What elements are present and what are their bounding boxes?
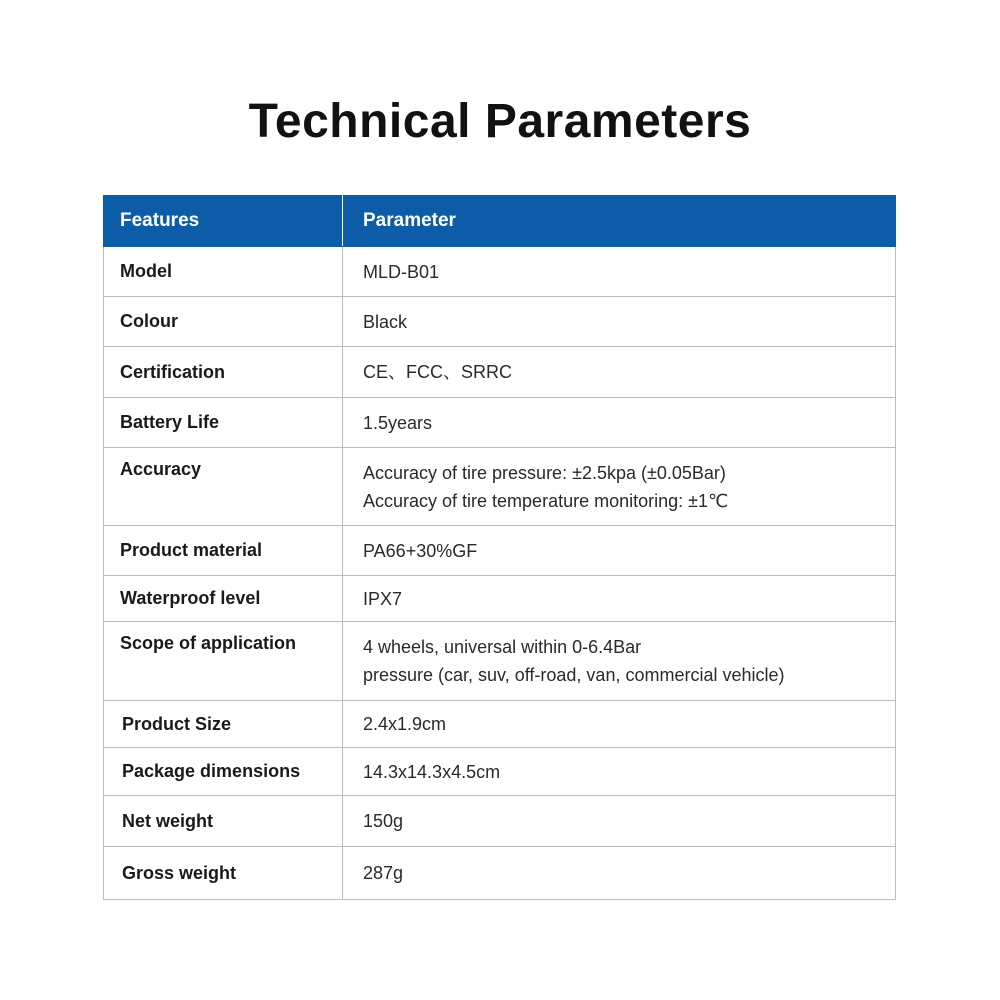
table-row	[104, 622, 896, 701]
feature-label: Colour	[120, 311, 178, 331]
header-parameter-label: Parameter	[363, 210, 456, 231]
parameter-value: IPX7	[363, 588, 403, 609]
table-row	[104, 847, 896, 900]
parameters-table	[103, 195, 896, 900]
table-row	[104, 796, 896, 847]
parameter-value: Black	[363, 311, 408, 332]
parameter-value: 150g	[363, 811, 404, 831]
table-row	[104, 247, 896, 297]
table-row	[104, 701, 896, 748]
parameter-value: 14.3x14.3x4.5cm	[363, 761, 501, 782]
feature-label: Product Size	[122, 713, 232, 734]
parameter-value: MLD-B01	[363, 261, 440, 282]
parameter-value-line: pressure (car, suv, off-road, van, commercial vehicle)	[363, 665, 785, 685]
parameter-value	[343, 459, 895, 515]
page-title: Technical Parameters	[248, 95, 752, 148]
table-row	[104, 526, 896, 576]
feature-label: Package dimensions	[122, 761, 301, 781]
feature-label: Battery Life	[120, 412, 220, 432]
parameter-value: CE、FCC、SRRC	[363, 362, 513, 382]
table-row	[104, 347, 896, 398]
feature-label: Certification	[120, 361, 226, 382]
parameter-value: PA66+30%GF	[363, 540, 478, 561]
parameter-value: 1.5years	[363, 412, 433, 433]
feature-label: Net weight	[122, 810, 214, 831]
header-parameter	[343, 196, 896, 247]
table-row	[104, 297, 896, 347]
table-row	[104, 748, 896, 796]
feature-label: Accuracy	[120, 459, 202, 479]
table-row	[104, 576, 896, 622]
table-header-row	[104, 196, 896, 247]
table-row	[104, 448, 896, 526]
parameter-value-line: Accuracy of tire pressure: ±2.5kpa (±0.05Bar)	[363, 462, 726, 483]
header-features-label: Features	[120, 210, 200, 231]
parameter-value-line: Accuracy of tire temperature monitoring: ±1℃	[363, 490, 729, 511]
feature-label: Model	[120, 261, 172, 281]
parameter-value: 2.4x1.9cm	[363, 714, 447, 734]
feature-label: Waterproof level	[120, 588, 261, 608]
feature-label: Scope of application	[120, 633, 297, 653]
parameter-value	[343, 633, 895, 689]
table-row	[104, 398, 896, 448]
parameter-value: 287g	[363, 863, 404, 883]
parameter-value-line: 4 wheels, universal within 0-6.4Bar	[363, 637, 642, 657]
feature-label: Product material	[120, 540, 263, 560]
header-features	[104, 196, 343, 247]
feature-label: Gross weight	[122, 862, 237, 883]
